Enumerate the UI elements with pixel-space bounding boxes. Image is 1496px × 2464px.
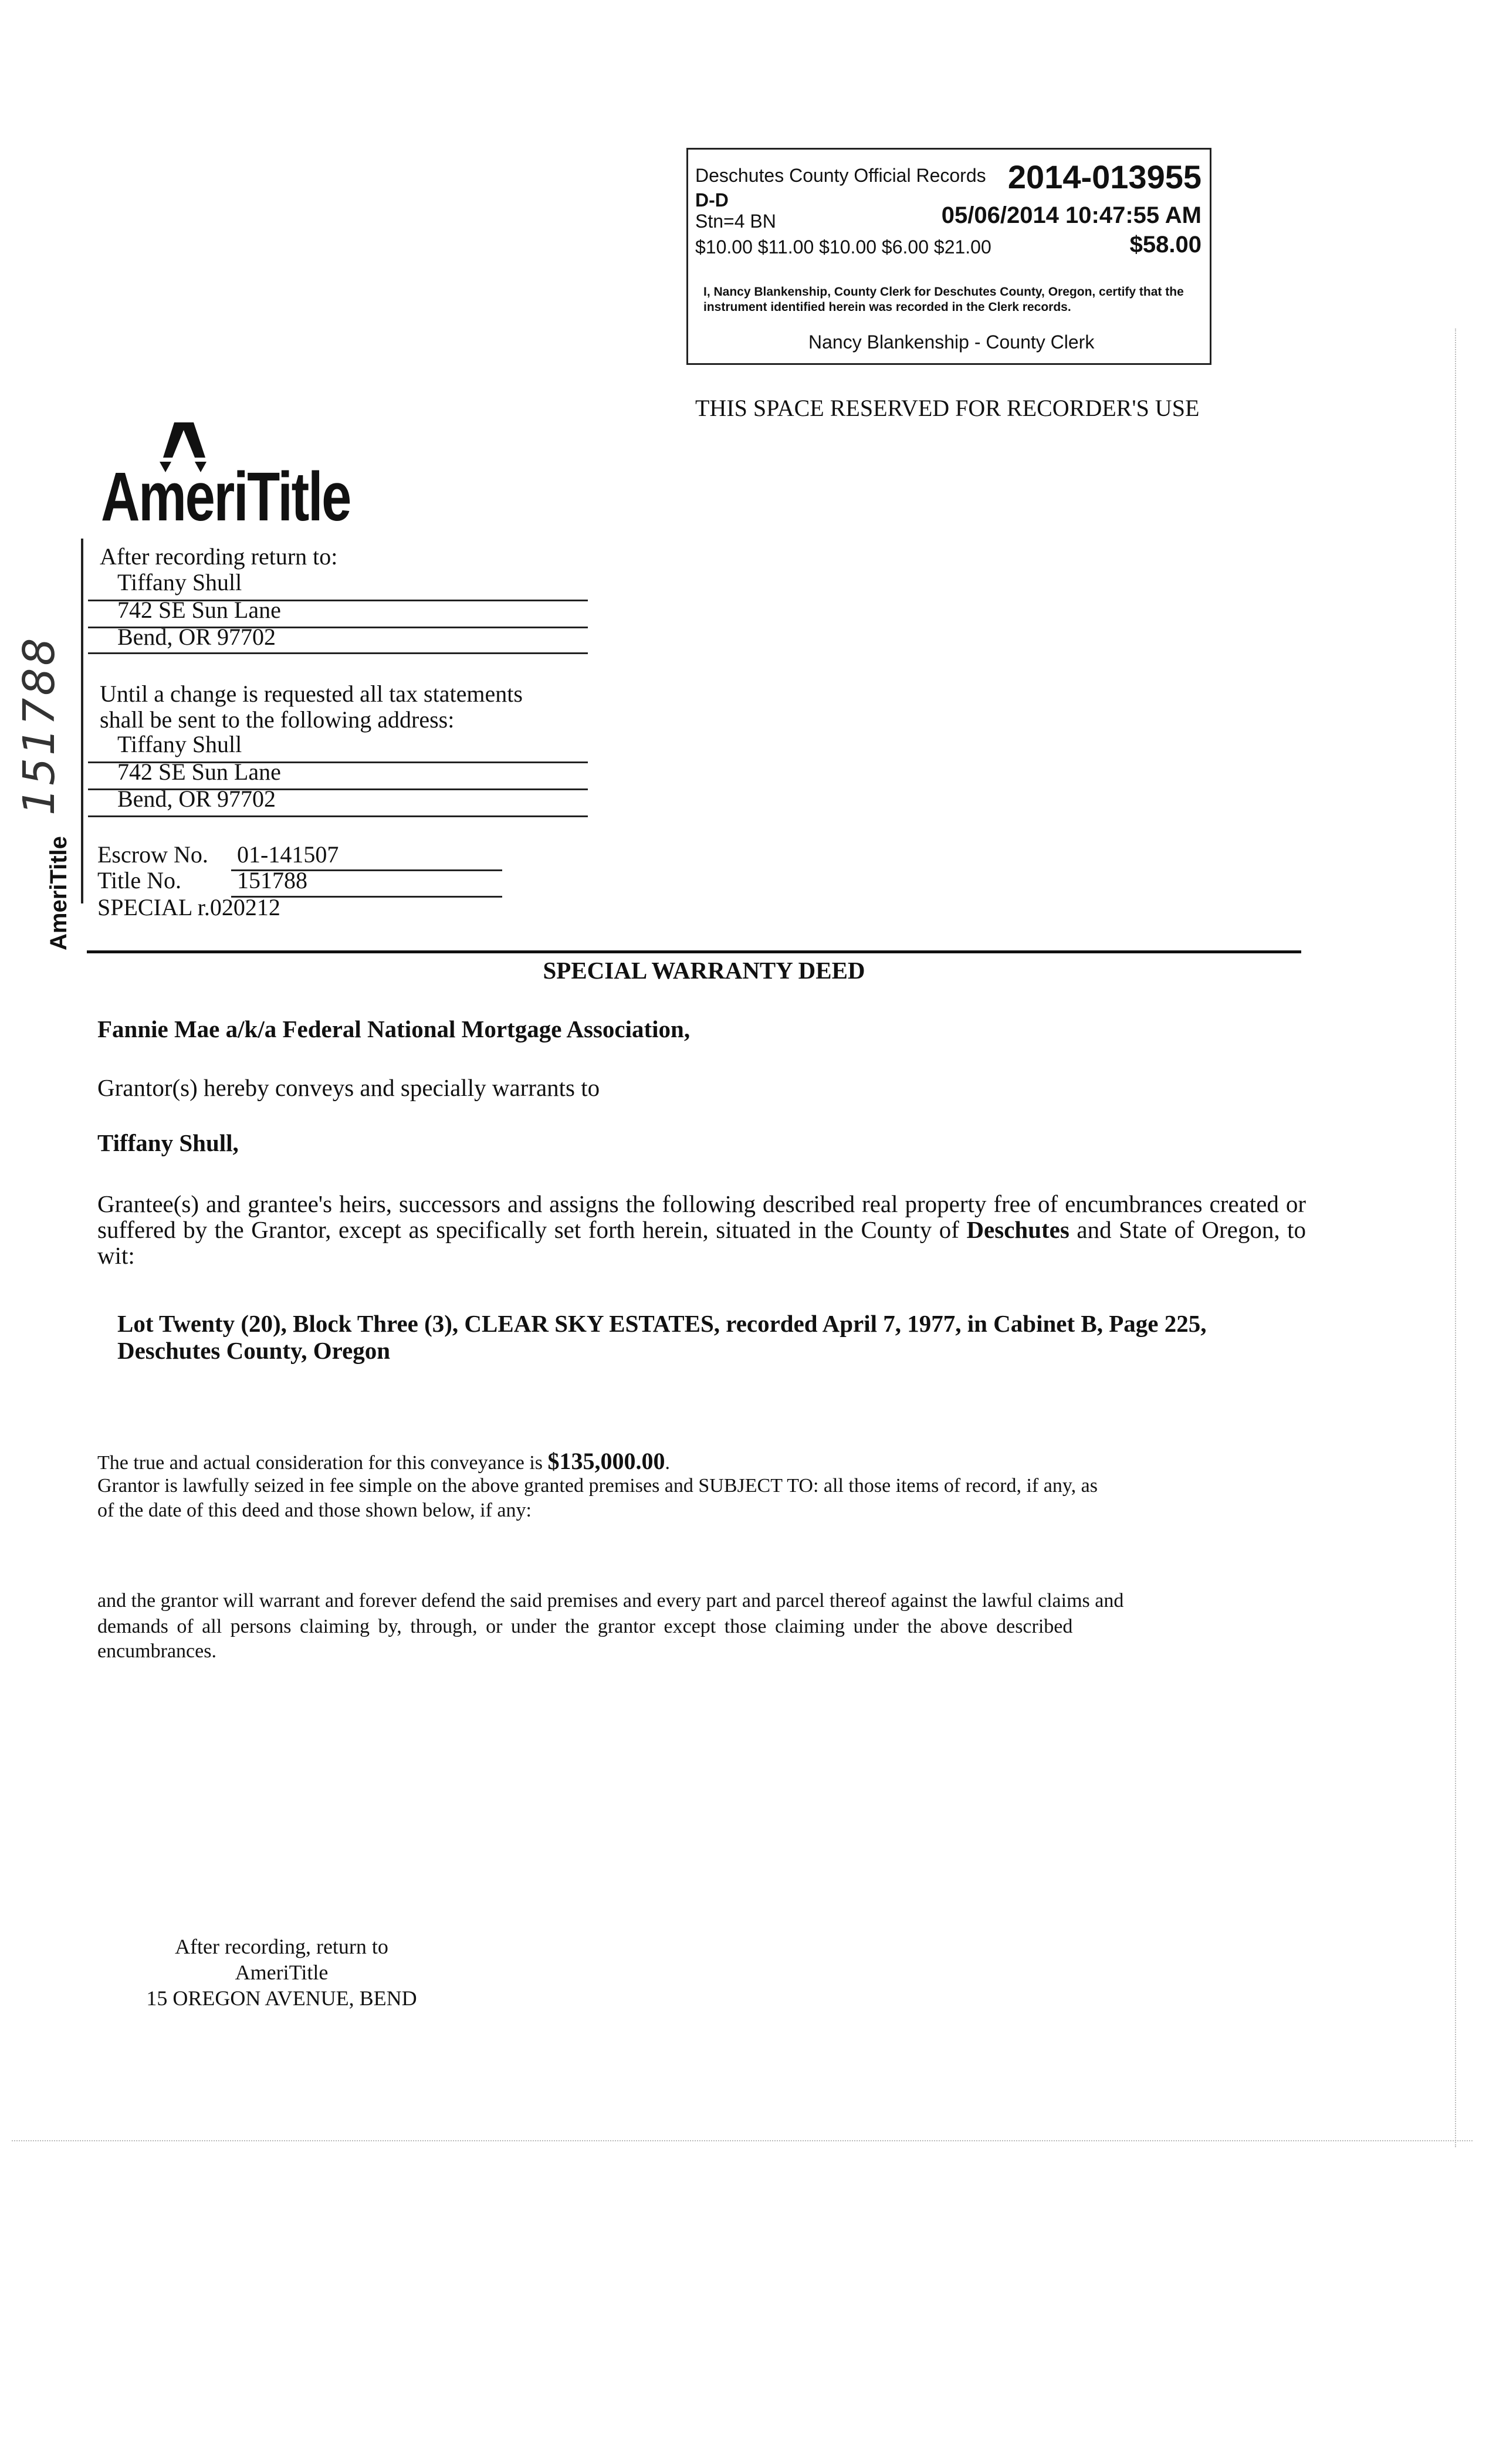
footer-line-2: AmeriTitle xyxy=(235,1961,329,1984)
legal-description-2: Deschutes County, Oregon xyxy=(117,1337,391,1364)
warranty-line-3: encumbrances. xyxy=(97,1640,216,1662)
conveyance-and: and xyxy=(1077,1216,1112,1243)
return-rule-3 xyxy=(88,652,588,654)
tax-rule-3 xyxy=(88,815,588,817)
consideration-line xyxy=(97,1450,670,1474)
return-heading: After recording return to: xyxy=(100,543,338,570)
special-ref: SPECIAL r.020212 xyxy=(97,894,280,920)
recorder-space-label: THIS SPACE RESERVED FOR RECORDER'S USE xyxy=(695,395,1200,421)
logo-text: AmeriTitle xyxy=(101,458,351,536)
conveyance-text: Grantee(s) and grantee's heirs, successors and assigns the following described real property free of encumbrances created or suffered by the Grantor, except as specifically set forth herein, situated in the County of xyxy=(97,1190,1306,1243)
header-divider xyxy=(87,950,1301,953)
return-line-2: 742 SE Sun Lane xyxy=(117,597,281,623)
conveyance-paragraph xyxy=(97,1191,1306,1268)
footer-line-3: 15 OREGON AVENUE, BEND xyxy=(146,1986,417,2010)
grantor-name: Fannie Mae a/k/a Federal National Mortgage Association, xyxy=(97,1016,691,1043)
title-no-label: Title No. xyxy=(97,867,182,893)
stamp-station: Stn=4 BN xyxy=(695,211,776,232)
stamp-fees: $10.00 $11.00 $10.00 $6.00 $21.00 xyxy=(695,236,991,258)
conveys-text: Grantor(s) hereby conveys and specially warrants to xyxy=(97,1074,600,1101)
footer-return-block xyxy=(117,1934,446,2011)
subject-to-line-2: of the date of this deed and those shown below, if any: xyxy=(97,1500,532,1521)
deed-title: SPECIAL WARRANTY DEED xyxy=(543,957,865,984)
warranty-line-1: and the grantor will warrant and forever defend the said premises and every part and parcel thereof against the lawful claims and xyxy=(97,1590,1124,1612)
ameritite-logo xyxy=(101,414,359,536)
left-margin-rule xyxy=(81,539,83,903)
legal-description-1: Lot Twenty (20), Block Three (3), CLEAR SKY ESTATES, recorded April 7, 1977, in Cabinet B, Page 225, xyxy=(117,1310,1207,1337)
title-no-value: 151788 xyxy=(237,867,307,893)
tax-line-1: Tiffany Shull xyxy=(117,731,242,757)
stamp-doc-type: D-D xyxy=(695,189,729,211)
side-stamp-logo: AmeriTitle xyxy=(46,836,72,950)
escrow-label: Escrow No. xyxy=(97,841,208,868)
stamp-total: $58.00 xyxy=(1129,232,1201,258)
tax-line-3: Bend, OR 97702 xyxy=(117,786,276,812)
handwritten-file-number: 151788 xyxy=(14,635,65,815)
stamp-certification: I, Nancy Blankenship, County Clerk for Deschutes County, Oregon, certify that the instrument identified herein was recorded in the Clerk records. xyxy=(703,285,1184,314)
stamp-office: Deschutes County Official Records xyxy=(695,165,986,186)
consideration-period: . xyxy=(665,1452,671,1474)
scan-bottom-dots xyxy=(12,2140,1473,2141)
tax-heading-1: Until a change is requested all tax statements xyxy=(100,681,523,707)
tax-heading-2: shall be sent to the following address: xyxy=(100,706,455,733)
footer-line-1: After recording, return to xyxy=(175,1935,388,1958)
stamp-datetime: 05/06/2014 10:47:55 AM xyxy=(941,202,1201,228)
consideration-text: The true and actual consideration for this conveyance is xyxy=(97,1452,543,1474)
consideration-amount: $135,000.00 xyxy=(547,1448,665,1474)
stamp-record-number: 2014-013955 xyxy=(1007,158,1201,195)
return-line-3: Bend, OR 97702 xyxy=(117,624,276,650)
scan-edge-dots xyxy=(1455,329,1456,2147)
return-line-1: Tiffany Shull xyxy=(117,569,242,595)
stamp-clerk: Nancy Blankenship - County Clerk xyxy=(808,331,1095,353)
escrow-value: 01-141507 xyxy=(237,841,339,868)
warranty-line-2: demands of all persons claiming by, through, or under the grantor except those claiming under the above described xyxy=(97,1616,1073,1637)
subject-to-line-1: Grantor is lawfully seized in fee simple on the above granted premises and SUBJECT TO: all those items of record, if any, as xyxy=(97,1475,1098,1497)
county-name: Deschutes xyxy=(966,1216,1069,1243)
recording-stamp xyxy=(686,148,1211,365)
tax-line-2: 742 SE Sun Lane xyxy=(117,759,281,785)
grantee-name: Tiffany Shull, xyxy=(97,1129,239,1156)
conveyance-state: State of Oregon, to wit: xyxy=(97,1216,1307,1269)
